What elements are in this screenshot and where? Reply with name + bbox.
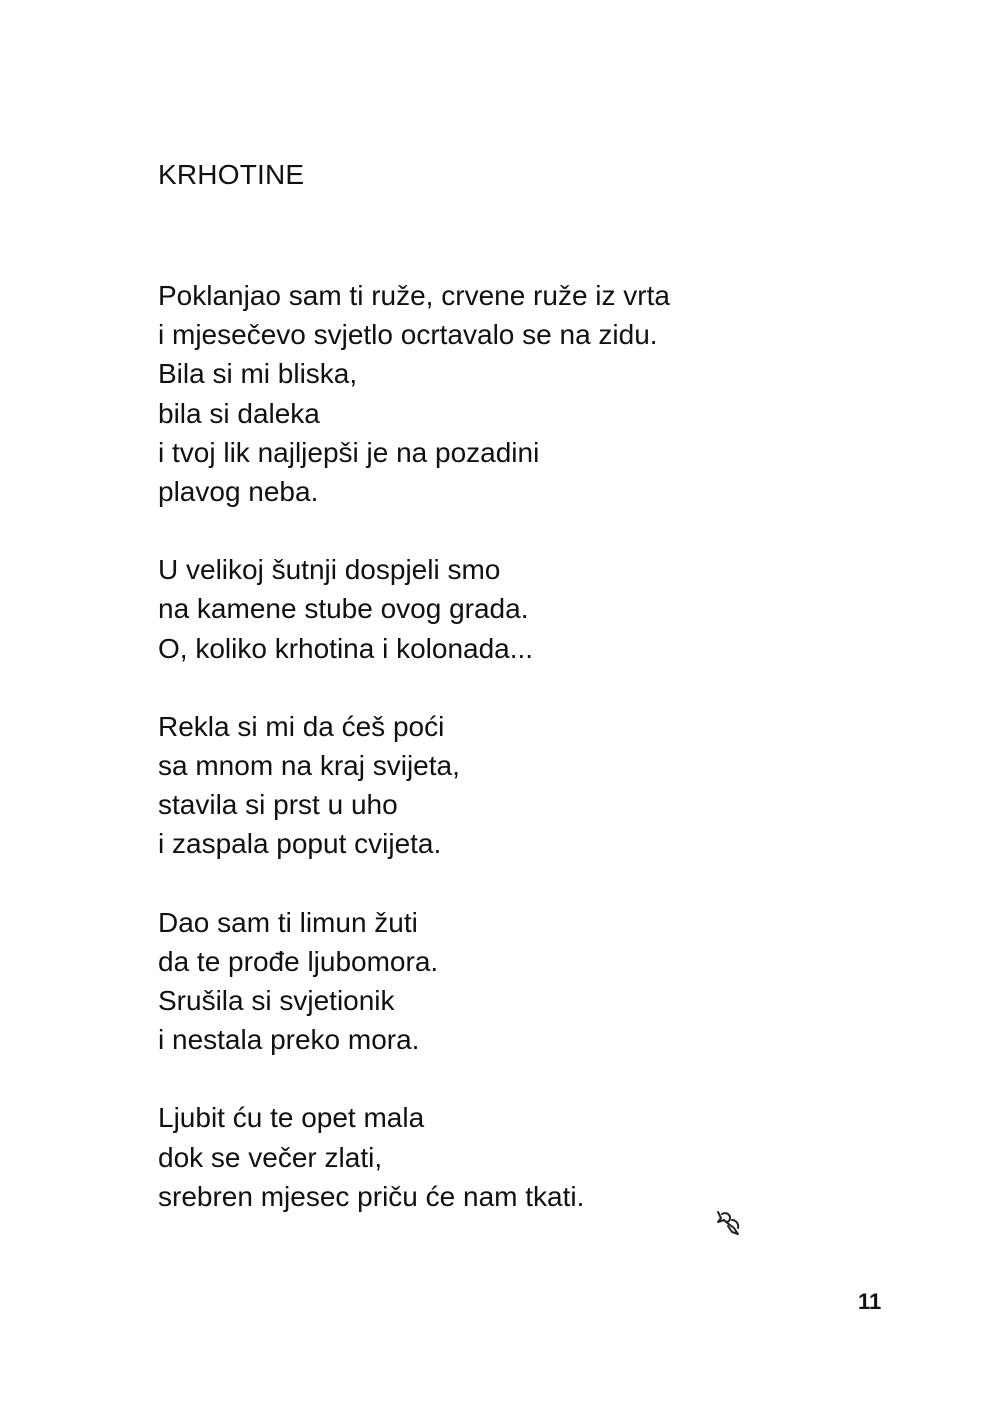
poem-line: Poklanjao sam ti ruže, crvene ruže iz vrta [158,280,670,311]
poem-line: i tvoj lik najljepši je na pozadini [158,436,540,468]
stanza-3 [158,707,798,864]
poem-line: srebren mjesec priču će nam tkati. [158,1180,585,1212]
poem-line: i mjesečevo svjetlo ocrtavalo se na zidu. [158,319,658,351]
poem-line: Bila si mi bliska, [158,358,358,390]
poem-line: plavog neba. [158,476,319,508]
poem-body [158,276,798,1255]
page-number: 11 [858,1289,882,1314]
poem-line: dok se večer zlati, [158,1141,383,1173]
poem-line: Srušila si svjetionik [158,985,395,1017]
stanza-4 [158,903,798,1060]
stanza-1 [158,276,798,511]
poem-line: na kamene stube ovog grada. [158,593,529,625]
end-of-poem-flourish-icon [712,1206,746,1240]
poem-line: Rekla si mi da ćeš poći [158,710,445,742]
poem-line: da te prođe ljubomora. [158,945,439,977]
poem-line: sa mnom na kraj svijeta, [158,750,460,782]
poem-line: U velikoj šutnji dospjeli smo [158,554,501,586]
stanza-2 [158,550,798,668]
stanza-5 [158,1098,798,1216]
poem-line: bila si daleka [158,397,320,429]
poem-line: i zaspala poput cvijeta. [158,828,442,860]
poem-title: KRHOTINE [158,159,305,190]
poem-line: Ljubit ću te opet mala [158,1102,425,1134]
poem-line: stavila si prst u uho [158,789,398,821]
poem-line: O, koliko krhotina i kolonada... [158,632,534,664]
poem-line: i nestala preko mora. [158,1024,420,1056]
poem-line: Dao sam ti limun žuti [158,906,418,938]
